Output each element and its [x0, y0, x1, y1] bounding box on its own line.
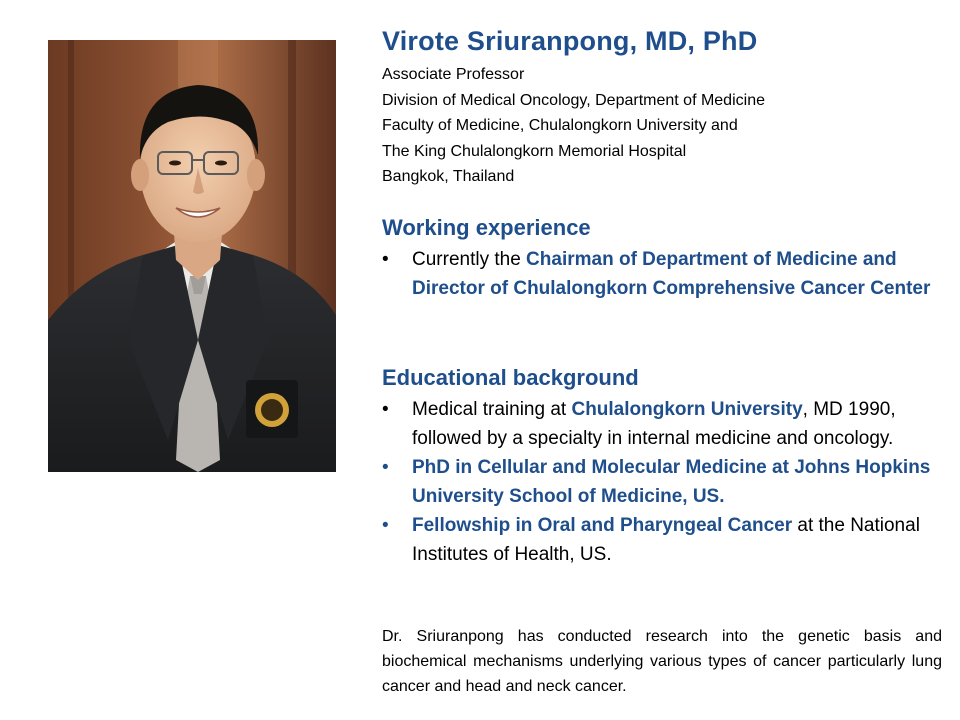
affiliation-line: Bangkok, Thailand: [382, 168, 515, 185]
item-highlight: Fellowship in Oral and Pharyngeal Cancer: [412, 515, 793, 536]
item-highlight: Chairman of Department of Medicine and Director of Chulalongkorn Comprehensive Cancer Center: [412, 249, 931, 299]
affiliation-block: [382, 62, 942, 190]
affiliation-line: Faculty of Medicine, Chulalongkorn University and: [382, 117, 738, 134]
item-highlight: Chulalongkorn University: [571, 399, 803, 420]
list-item: [382, 511, 952, 569]
affiliation-line: Division of Medical Oncology, Department of Medicine: [382, 91, 765, 109]
item-text: Currently the: [412, 249, 527, 270]
bullet-icon: •: [382, 399, 389, 420]
bullet-icon: •: [382, 457, 389, 478]
item-text: Medical training at: [412, 399, 572, 420]
affiliation-line: The King Chulalongkorn Memorial Hospital: [382, 142, 687, 160]
item-text: , MD 1990, followed by a specialty in internal medicine and oncology.: [412, 399, 896, 449]
educational-background-heading: Educational background: [382, 365, 639, 390]
person-name: Virote Sriuranpong, MD, PhD: [382, 26, 758, 56]
affiliation-line: Associate Professor: [382, 66, 525, 83]
working-experience-list: [382, 245, 952, 303]
item-highlight: PhD in Cellular and Molecular Medicine at Johns Hopkins University School of Medicine, US.: [412, 457, 931, 507]
item-text: at the National Institutes of Health, US.: [412, 515, 920, 565]
profile-header: [382, 24, 942, 190]
list-item: [382, 245, 952, 303]
working-experience-heading: Working experience: [382, 215, 591, 240]
portrait-photo: [48, 40, 336, 472]
list-item: [382, 395, 952, 453]
research-summary: Dr. Sriuranpong has conducted research into the genetic basis and biochemical mechanisms underlying various types of cancer particularly lung cancer and head and neck cancer.: [382, 628, 942, 695]
bullet-icon: •: [382, 249, 389, 270]
list-item: [382, 453, 952, 511]
educational-background-list: [382, 395, 952, 569]
bullet-icon: •: [382, 515, 389, 536]
